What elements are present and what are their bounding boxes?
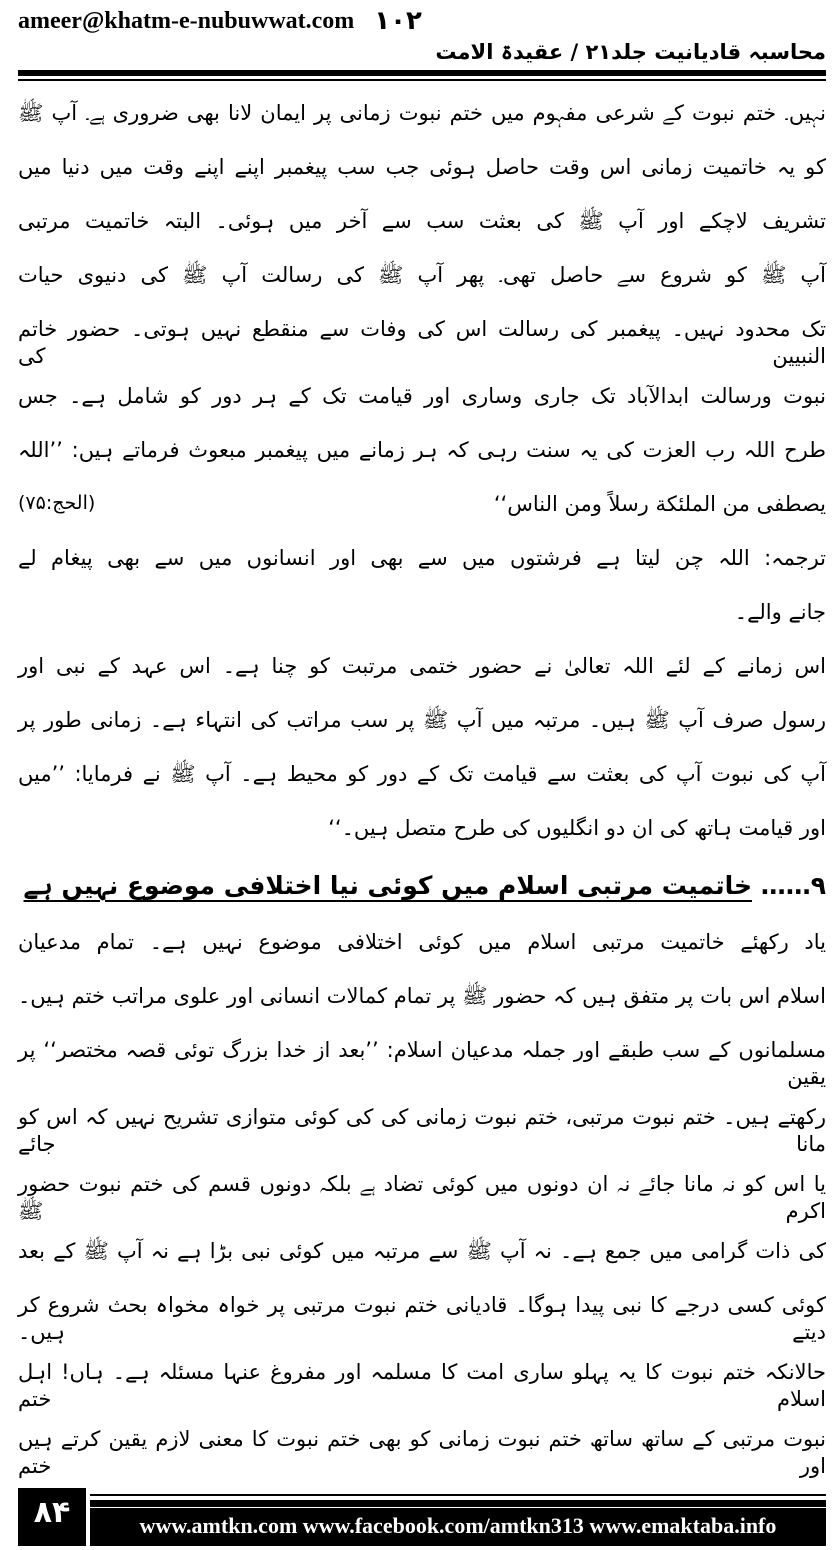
text-line: یا اس کو نہ مانا جائے نہ ان دونوں میں کوئی تضاد ہے بلکہ دونوں قسم کی ختم نبوت حضور اکرم ﷺ <box>18 1172 826 1223</box>
file-page-number: ۸۴ <box>18 1488 86 1546</box>
text-line: تشریف لاچکے اور آپ ﷺ کی بعثت سب سے آخر میں ہوئی۔ البتہ خاتمیت مرتبی <box>18 209 826 233</box>
header-email: ameer@khatm-e-nubuwwat.com <box>18 7 355 34</box>
heading-number: ۹…… <box>760 871 826 900</box>
text-line: تک محدود نہیں۔ پیغمبر کی رسالت اس کی وفات سے منقطع نہیں ہوتی۔ حضور خاتم النبیین کی <box>18 317 826 368</box>
text-line: رکھتے ہیں۔ ختم نبوت مرتبی، ختم نبوت زمانی کی کی کوئی متوازی تشریح نہیں کہ اس کو مانا جائے <box>18 1105 826 1156</box>
footer-right <box>90 1488 826 1546</box>
text-line: جانے والے۔ <box>734 600 826 624</box>
page-body <box>18 87 826 1480</box>
section-heading <box>18 856 826 916</box>
text-line: طرح اللہ رب العزت کی یہ سنت رہی کہ ہر زمانے میں پیغمبر مبعوث فرماتے ہیں: ’’اللہ <box>18 438 826 462</box>
header-rule-thin <box>18 79 826 81</box>
header-rule-thick <box>18 70 826 76</box>
text-line: نہیں۔ ختم نبوت کے شرعی مفہوم میں ختم نبوت زمانی پر ایمان لانا بھی ضروری ہے۔ آپ ﷺ <box>18 101 826 125</box>
book-title: محاسبہ قادیانیت جلد۲۱ / عقیدۃ الامت <box>435 40 826 64</box>
text-line: اور قیامت ہاتھ کی ان دو انگلیوں کی طرح متصل ہیں۔‘‘ <box>328 816 826 840</box>
text-line: مسلمانوں کے سب طبقے اور جملہ مدعیان اسلام: ’’بعد از خدا بزرگ توئی قصہ مختصر‘‘ پر یقین <box>18 1038 826 1089</box>
page-header <box>18 6 826 64</box>
page-number: ۱۰۲ <box>374 6 422 36</box>
text-line: کو یہ خاتمیت زمانی اس وقت حاصل ہوئی جب سب پیغمبر اپنے اپنے وقت میں دنیا میں <box>18 155 826 179</box>
text-line: کی ذات گرامی میں جمع ہے۔ نہ آپ ﷺ سے مرتبہ میں کوئی نبی بڑا ہے نہ آپ ﷺ کے بعد <box>18 1239 826 1263</box>
text-line: آپ ﷺ کو شروع سے حاصل تھی۔ پھر آپ ﷺ کی رسالت آپ ﷺ کی دنیوی حیات <box>18 263 826 287</box>
text-line: رسول صرف آپ ﷺ ہیں۔ مرتبہ میں آپ ﷺ پر سب مراتب کی انتہاء ہے۔ زمانی طور پر <box>18 708 826 732</box>
text-line: کوئی کسی درجے کا نبی پیدا ہوگا۔ قادیانی ختم نبوت مرتبی پر خواہ مخواہ بحث شروع کر دیتے ہیں۔ <box>18 1293 826 1344</box>
quran-verse-line <box>18 478 826 532</box>
text-line: آپ کی نبوت آپ کی بعثت سے قیامت تک کے دور کو محیط ہے۔ آپ ﷺ نے فرمایا: ’’میں <box>18 762 826 786</box>
text-line: اس زمانے کے لئے اللہ تعالیٰ نے حضور ختمی مرتبت کو چنا ہے۔ اس عہد کے نبی اور <box>18 654 826 678</box>
text-line: ترجمہ: اللہ چن لیتا ہے فرشتوں میں سے بھی اور انسانوں میں سے بھی پیغام لے <box>18 546 826 570</box>
quran-verse: یصطفی من الملئکة رسلاً ومن الناس‘‘ <box>493 492 826 516</box>
page-footer <box>18 1488 826 1546</box>
footer-rule-thin <box>90 1494 826 1496</box>
verse-reference: (الحج:۷۵) <box>18 492 96 514</box>
text-line: نبوت ورسالت ابدالآباد تک جاری وساری اور قیامت تک کے ہر دور کو شامل ہے۔ جس <box>18 384 826 408</box>
text-line: یاد رکھئے خاتمیت مرتبی اسلام میں کوئی اختلافی موضوع نہیں ہے۔ تمام مدعیان <box>18 930 826 954</box>
text-line: نبوت مرتبی کے ساتھ ساتھ ختم نبوت زمانی کو بھی ختم نبوت کا معنی لازم یقین کرتے ہیں اور ختم <box>18 1427 826 1478</box>
heading-text: خاتمیت مرتبی اسلام میں کوئی نیا اختلافی موضوع نہیں ہے <box>23 871 753 900</box>
text-line: اسلام اس بات پر متفق ہیں کہ حضور ﷺ پر تمام کمالات انسانی اور علوی مراتب ختم ہیں۔ <box>18 984 826 1008</box>
footer-rule-thick <box>90 1500 826 1507</box>
footer-links: www.amtkn.com www.facebook.com/amtkn313 www.emaktaba.info <box>90 1508 826 1546</box>
text-line: حالانکہ ختم نبوت کا یہ پہلو ساری امت کا مسلمہ اور مفروغ عنہا مسئلہ ہے۔ ہاں! اہل اسلام ختم <box>18 1360 826 1411</box>
